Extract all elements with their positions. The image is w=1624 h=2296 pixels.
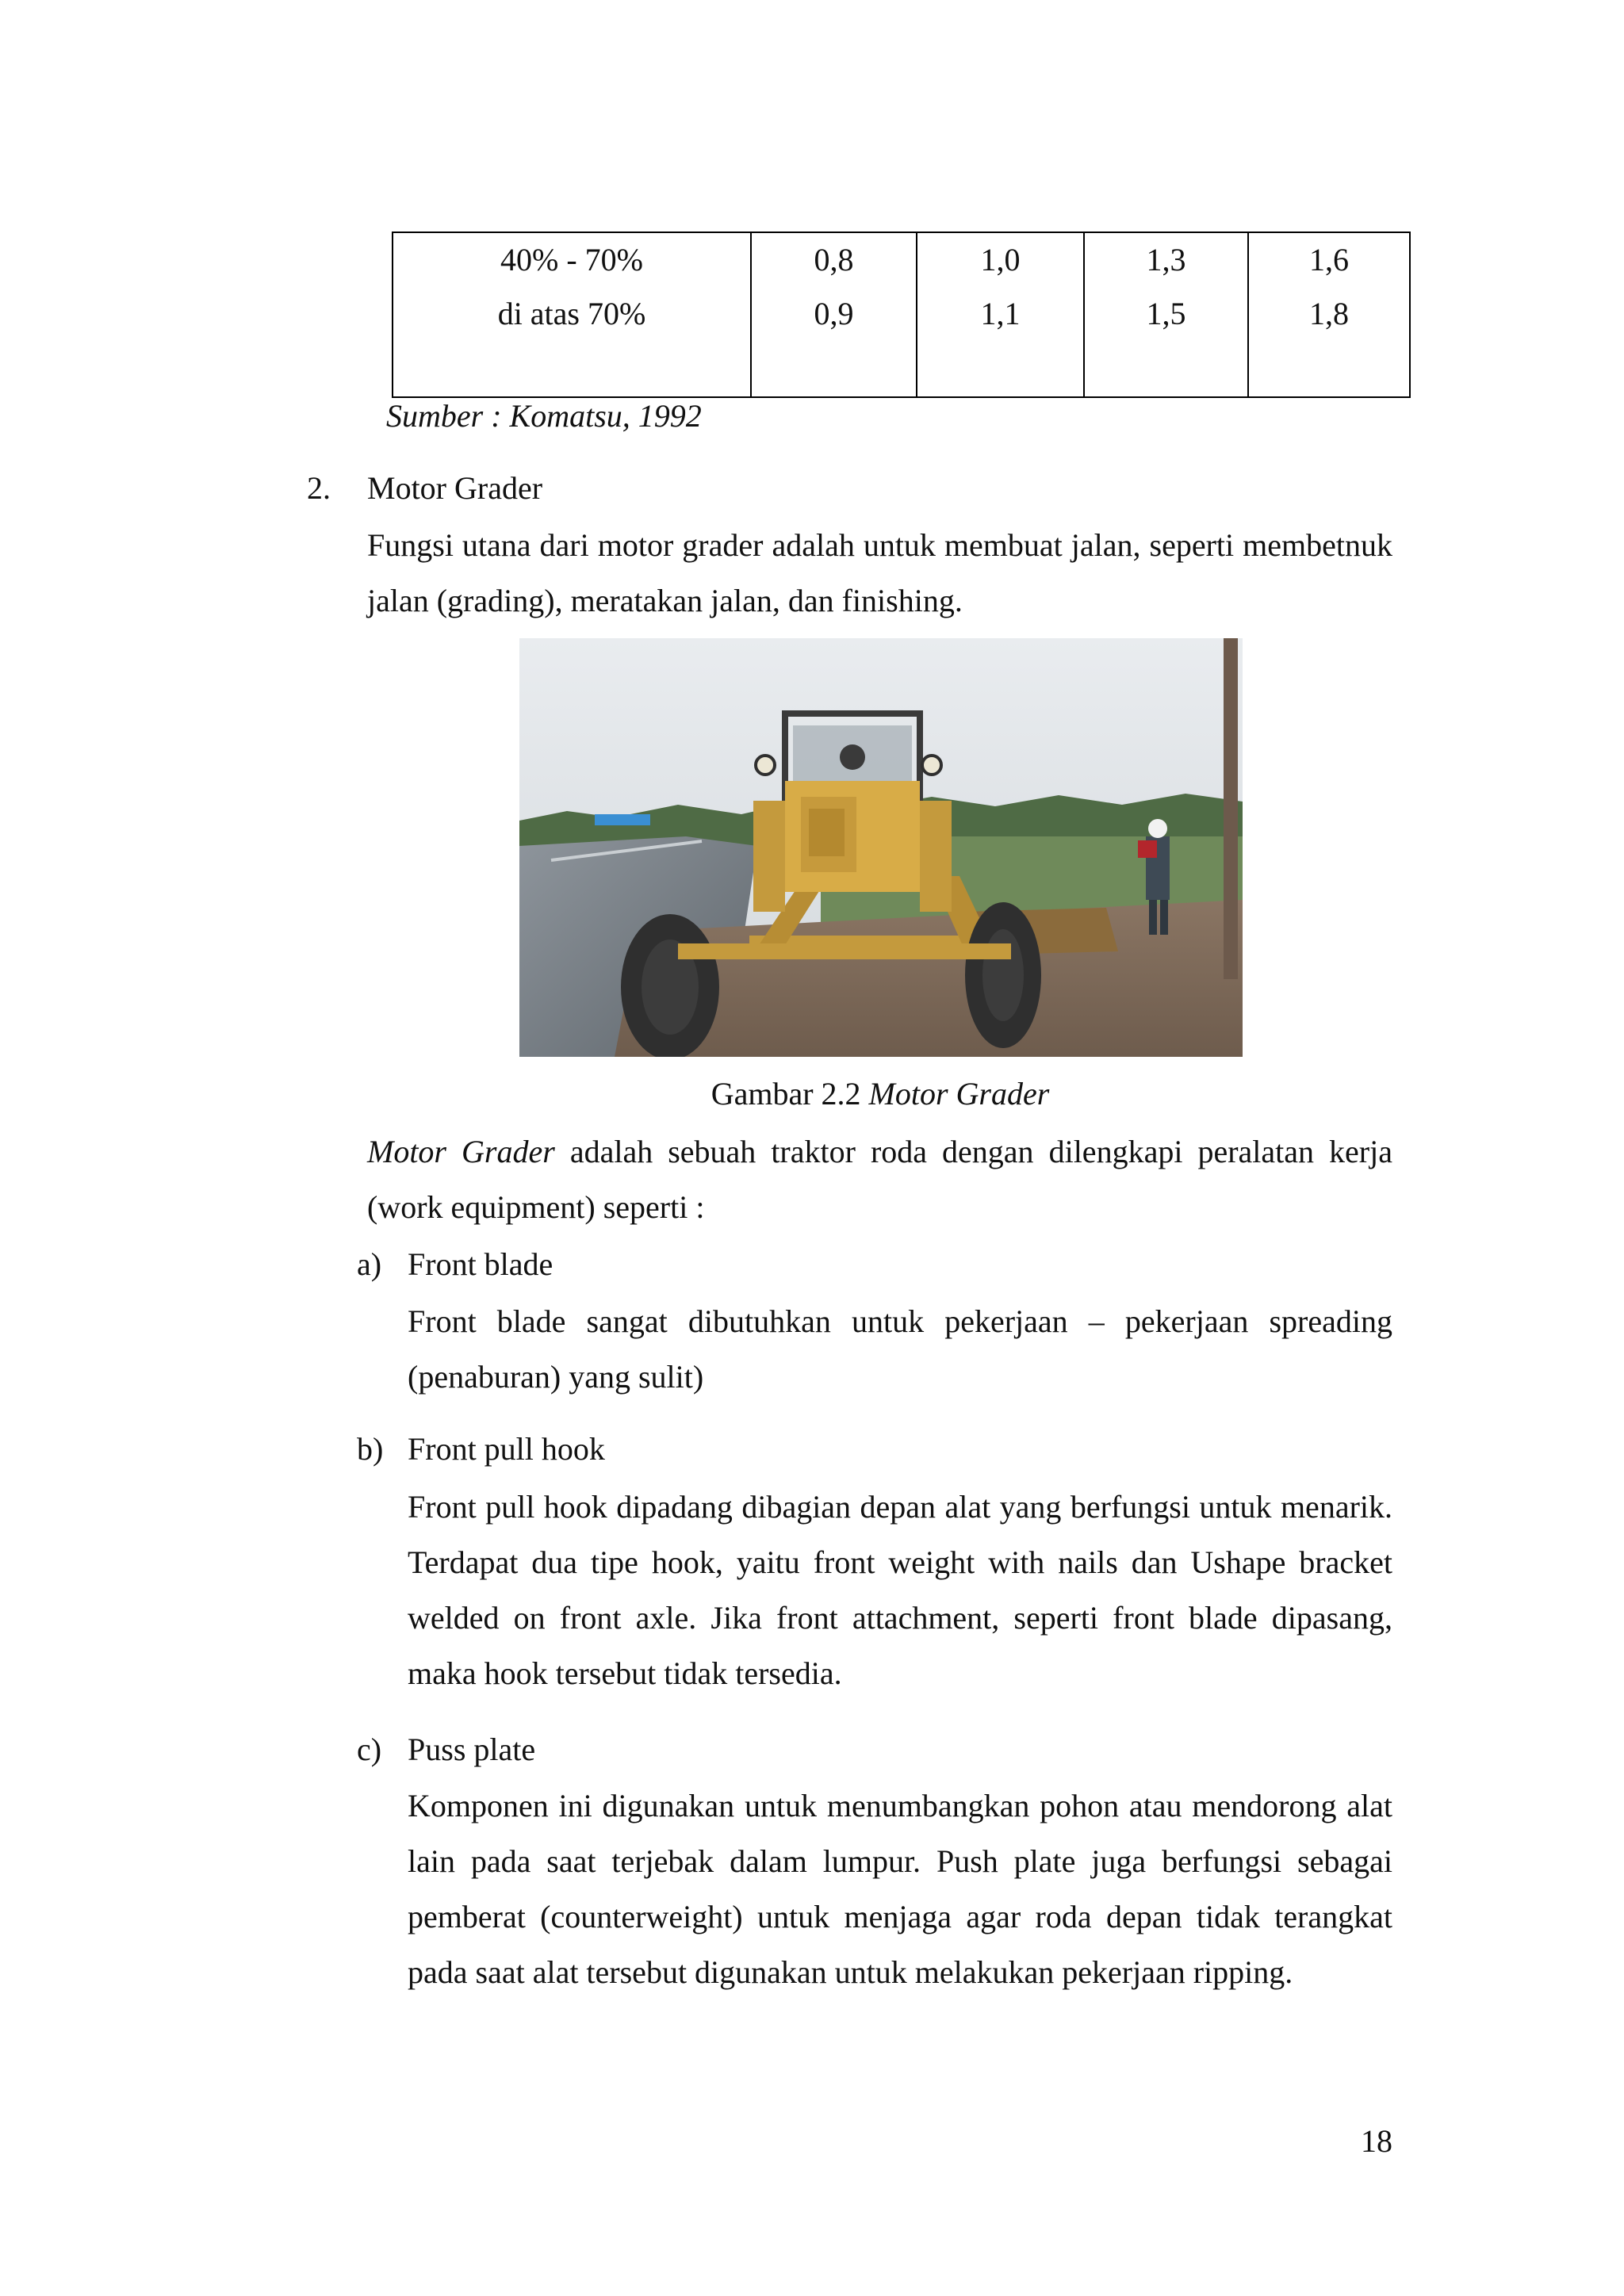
table-cell-value [1248, 232, 1410, 397]
motor-grader-photo [519, 638, 1243, 1057]
item-body-text: Komponen ini digunakan untuk menumbangkan pohon atau mendorong alat lain pada saat terjebak dalam lumpur. Push plate juga berfungsi sebagai pemberat (counterweight) untuk menjaga agar roda depan tidak terangkat pada saat alat tersebut digunakan untuk melakukan pekerjaan ripping. [408, 1788, 1392, 1990]
item-body-front-pull-hook [408, 1479, 1392, 1701]
table-row [393, 232, 1410, 397]
item-label-a: a) [357, 1246, 382, 1282]
table-cell-text: 1,1 [980, 296, 1021, 331]
table-cell-value [917, 232, 1084, 397]
table-source: Sumber : Komatsu, 1992 [386, 398, 702, 434]
table-cell-condition [393, 232, 751, 397]
factor-table [392, 232, 1411, 398]
description-paragraph [367, 1124, 1392, 1235]
figure-caption-prefix: Gambar 2.2 [710, 1076, 869, 1112]
item-title-front-blade: Front blade [408, 1246, 553, 1282]
item-body-text: Front blade sangat dibutuhkan untuk pekerjaan – pekerjaan spreading (penaburan) yang sulit) [408, 1303, 1392, 1395]
table-cell-text: 1,6 [1309, 242, 1349, 277]
intro-paragraph: Fungsi utana dari motor grader adalah untuk membuat jalan, seperti membetnuk jalan (grading), meratakan jalan, dan finishing. [367, 527, 1392, 618]
page-number: 18 [1361, 2123, 1392, 2159]
table-cell-value [1084, 232, 1248, 397]
section-intro [367, 518, 1392, 629]
item-body-puss-plate [408, 1778, 1392, 2000]
table-cell-text: 1,3 [1146, 242, 1186, 277]
table-cell-text: di atas 70% [497, 296, 646, 331]
item-body-text: Front pull hook dipadang dibagian depan alat yang berfungsi untuk menarik. Terdapat dua tipe hook, yaitu front weight with nails dan Ushape bracket welded on front axle. Jika front attachment, seperti front blade dipasang, maka hook tersebut tidak tersedia. [408, 1489, 1392, 1691]
table-cell-value [751, 232, 917, 397]
table-cell-text: 0,9 [814, 296, 854, 331]
item-body-front-blade [408, 1294, 1392, 1405]
item-label-c: c) [357, 1732, 382, 1767]
section-number: 2. [307, 470, 331, 506]
table-cell-text: 0,8 [814, 242, 854, 277]
figure-caption [0, 1066, 1624, 1122]
item-title-front-pull-hook: Front pull hook [408, 1431, 605, 1467]
description-lead: Motor Grader [367, 1134, 555, 1169]
section-heading [307, 461, 542, 516]
item-title-puss-plate: Puss plate [408, 1732, 536, 1767]
grader-description [367, 1124, 1392, 1235]
table-cell-text: 1,5 [1146, 296, 1186, 331]
figure-caption-title: Motor Grader [868, 1076, 1050, 1112]
table-cell-text: 1,0 [980, 242, 1021, 277]
item-label-b: b) [357, 1431, 384, 1467]
section-title: Motor Grader [367, 470, 543, 506]
table-cell-text: 1,8 [1309, 296, 1349, 331]
description-text: adalah sebuah traktor roda dengan dilengkapi peralatan kerja (work equipment) seperti : [367, 1134, 1392, 1225]
table-cell-text: 40% - 70% [500, 242, 643, 277]
